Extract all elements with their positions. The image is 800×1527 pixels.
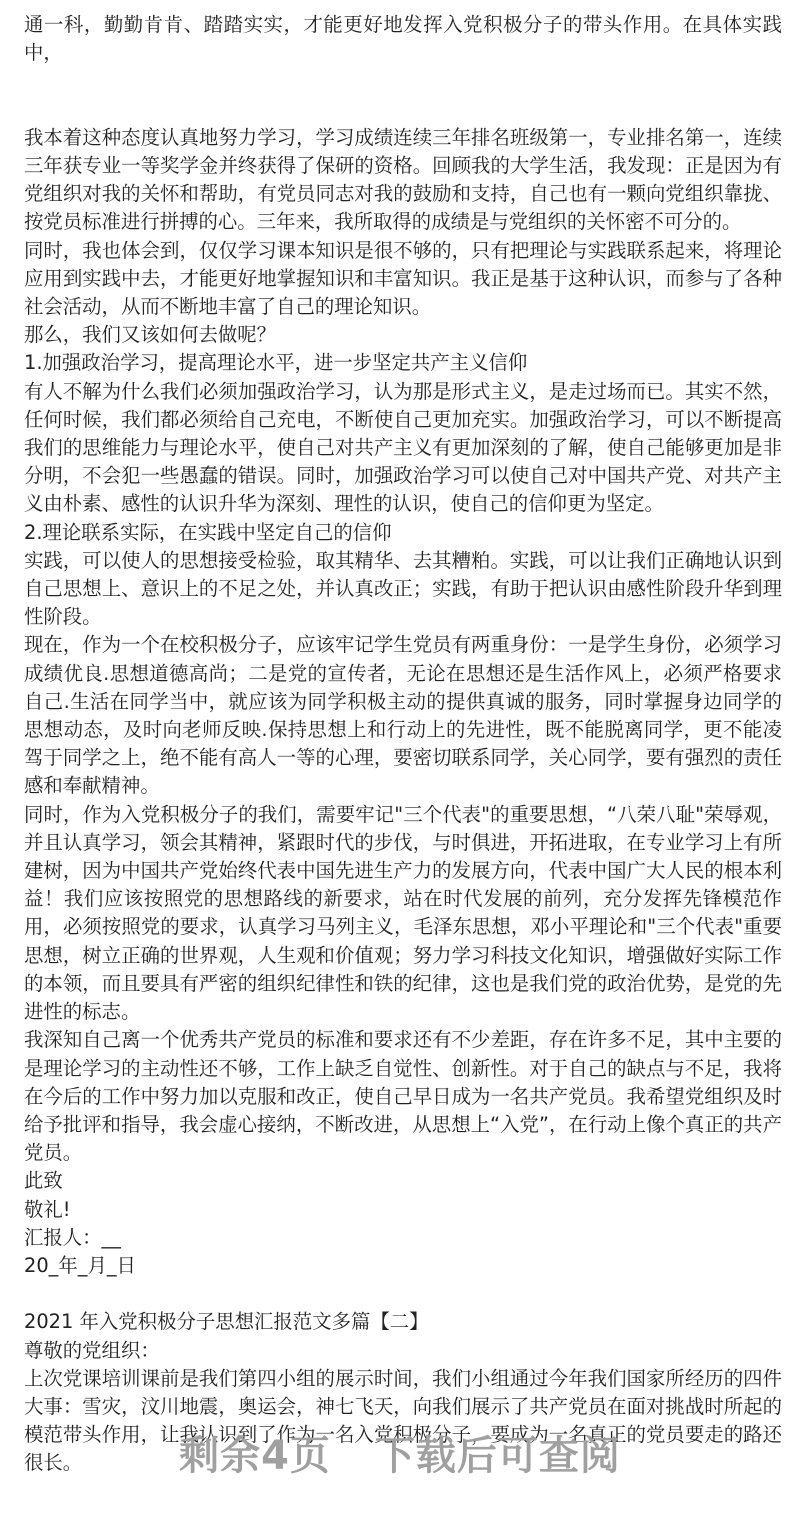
paragraph: 同时，作为入党积极分子的我们，需要牢记"三个代表"的重要思想，“八荣八耻"荣辱观，并且认真学习，领会其精神，紧跟时代的步伐，与时俱进，开拓进取，在专业学习上有所建树，因为中国共产党始终代表中国先进生产力的发展方向，代表中国广大人民的根本利益！我们应该按照党的思想路线的新要求，站在时代发展的前列，充分发挥先锋模范作用，必须按照党的要求，认真学习马列主义，毛泽东思想，邓小平理论和"三个代表"重要思想，树立正确的世界观，人生观和价值观；努力学习科技文化知识，增强做好实际工作的本领，而且要具有严密的组织纪律性和铁的纪律，这也是我们党的政治优势，是党的先进性的标志。	[24, 802, 782, 1024]
section-heading: 2.理论联系实际，在实践中坚定自己的信仰	[24, 520, 392, 544]
date-line: 20_年_月_日	[24, 1253, 136, 1277]
salutation: 敬礼!	[24, 1197, 71, 1221]
paragraph: 我深知自己离一个优秀共产党员的标准和要求还有不少差距，存在许多不足，其中主要的是理论学习的主动性还不够，工作上缺乏自觉性、创新性。对于自己的缺点与不足，我将在今后的工作中努力加以克服和改正，使自己早日成为一名共产党员。我希望党组织及时给予批评和指导，我会虚心接纳，不断改进，从思想上“入党”，在行动上像个真正的共产党员。	[24, 1028, 782, 1165]
section-title: 2021 年入党积极分子思想汇报范文多篇【二】	[24, 1310, 429, 1334]
document-body	[24, 11, 782, 1478]
paragraph: 我本着这种态度认真地努力学习，学习成绩连续三年排名班级第一，专业排名第一，连续三年获专业一等奖学金并终获得了保研的资格。回顾我的大学生活，我发现：正是因为有党组织对我的关怀和帮助，有党员同志对我的鼓励和支持，自己也有一颗向党组织靠拢、按党员标准进行拼搏的心。三年来，我所取得的成绩是与党组织的关怀密不可分的。	[24, 125, 782, 234]
paragraph: 有人不解为什么我们必须加强政治学习，认为那是形式主义，是走过场而已。其实不然，任何时候，我们都必须给自己充电，不断使自己更加充实。加强政治学习，可以不断提高我们的思维能力与理论水平，使自己对共产主义有更加深刻的了解，使自己能够更加是非分明，不会犯一些愚蠢的错误。同时，加强政治学习可以使自己对中国共产党、对共产主义由朴素、感性的认识升华为深刻、理性的认识，使自己的信仰更为坚定。	[24, 379, 782, 516]
paragraph: 现在，作为一个在校积极分子，应该牢记学生党员有两重身份：一是学生身份，必须学习成绩优良.思想道德高尚；二是党的宣传者，无论在思想还是生活作风上，必须严格要求自己.生活在同学当中，就应该为同学积极主动的提供真诚的服务，同时掌握身边同学的思想动态，及时向老师反映.保持思想上和行动上的先进性，既不能脱离同学，更不能凌驾于同学之上，绝不能有高人一等的心理，要密切联系同学，关心同学，要有强烈的责任感和奉献精神。	[24, 633, 782, 798]
download-prompt-banner[interactable]	[0, 1424, 800, 1481]
reporter-line: 汇报人：__	[24, 1225, 121, 1249]
closing: 此致	[24, 1169, 63, 1193]
paragraph: 同时，我也体会到，仅仅学习课本知识是很不够的，只有把理论与实践联系起来，将理论应用到实践中去，才能更好地掌握知识和丰富知识。我正是基于这种认识，而参与了各种社会活动，从而不断地丰富了自己的理论知识。	[24, 238, 782, 319]
paragraph: 通一科，勤勤肯肯、踏踏实实，才能更好地发挥入党积极分子的带头作用。在具体实践中，	[24, 13, 782, 65]
spacer	[24, 1280, 782, 1308]
spacer	[24, 67, 782, 123]
paragraph: 那么，我们又该如何去做呢？	[24, 323, 277, 347]
paragraph: 实践，可以使人的思想接受检验，取其精华、去其糟粕。实践，可以让我们正确地认识到自己思想上、意识上的不足之处，并认真改正；实践，有助于把认识由感性阶段升华到理性阶段。	[24, 548, 782, 629]
remaining-pages-label: 剩余4页	[179, 1433, 331, 1479]
greeting: 尊敬的党组织：	[24, 1338, 160, 1362]
section-heading: 1.加强政治学习，提高理论水平，进一步坚定共产主义信仰	[24, 351, 528, 375]
download-to-view-label[interactable]: 下载后可查阅	[374, 1433, 621, 1479]
paragraph: 上次党课培训课前是我们第四小组的展示时间，我们小组通过今年我们国家所经历的四件大事：雪灾，汶川地震，奥运会，神七飞天，向我们展示了共产党员在面对挑战时所起的模范带头作用，让我认识到了作为一名入党积极分子，要成为一名真正的党员要走的路还很长。	[24, 1366, 782, 1475]
